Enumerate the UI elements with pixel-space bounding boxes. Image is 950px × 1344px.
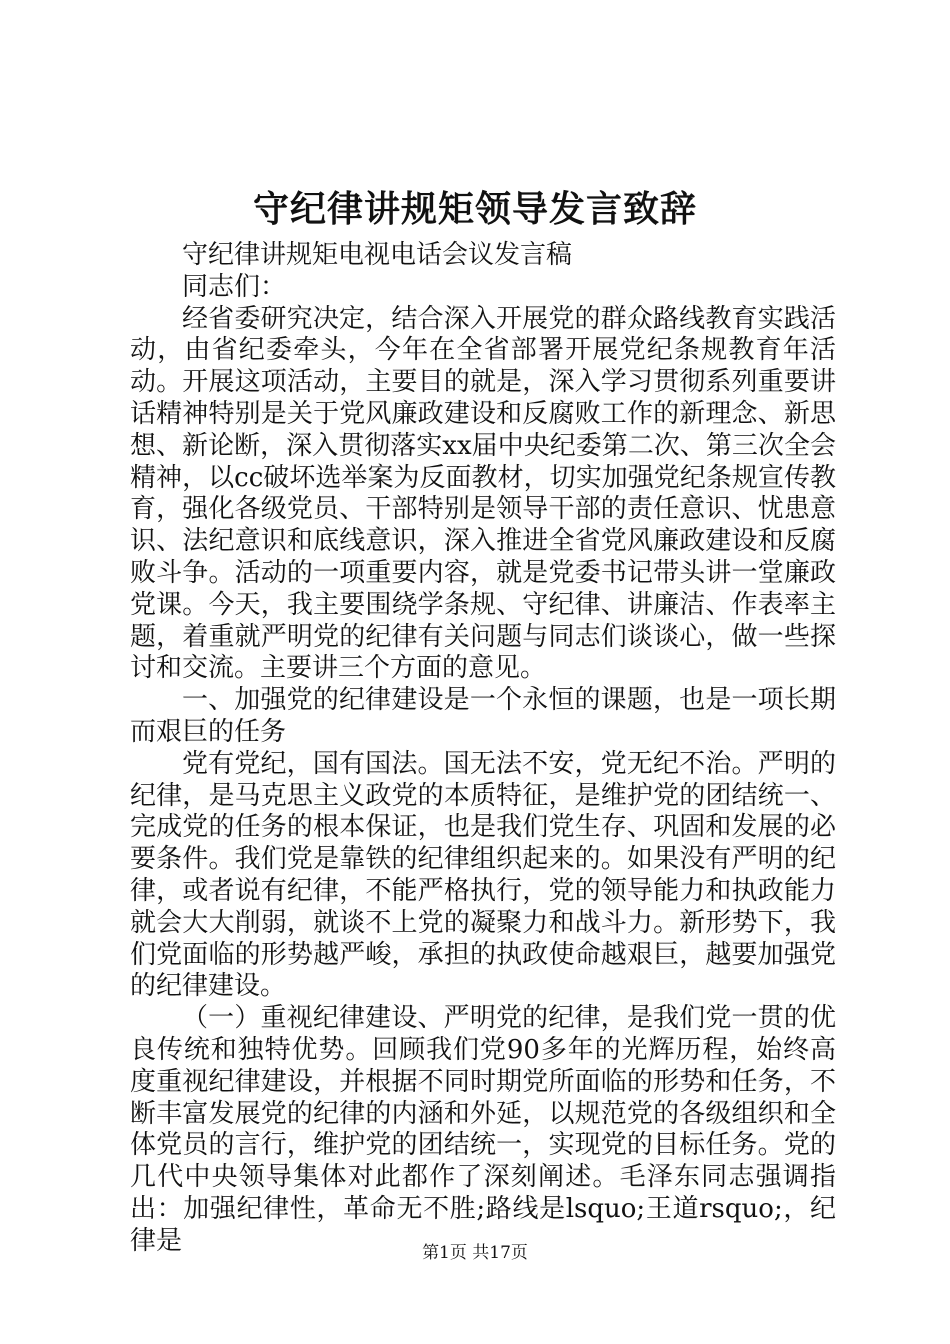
body-paragraph: （一）重视纪律建设、严明党的纪律，是我们党一贯的优良传统和独特优势。回顾我们党90多年的光辉历程，始终高度重视纪律建设，并根据不同时期党所面临的形势和任务，不断丰富发展党的纪律的内涵和外延，以规范党的各级组织和全体党员的言行，维护党的团结统一，实现党的目标任务。党的几代中央领导集体对此都作了深刻阐述。毛泽东同志强调指出：加强纪律性，革命无不胜;路线是lsquo;王道rsquo;，纪律是 <box>130 1003 836 1256</box>
document-body <box>130 240 836 1258</box>
body-paragraph: 经省委研究决定，结合深入开展党的群众路线教育实践活动，由省纪委牵头，今年在全省部署开展党纪条规教育年活动。开展这项活动，主要目的就是，深入学习贯彻系列重要讲话精神特别是关于党风廉政建设和反腐败工作的新理念、新思想、新论断，深入贯彻落实xx届中央纪委第二次、第三次全会精神，以cc破坏选举案为反面教材，切实加强党纪条规宣传教育，强化各级党员、干部特别是领导干部的责任意识、忧患意识、法纪意识和底线意识，深入推进全省党风廉政建设和反腐败斗争。活动的一项重要内容，就是党委书记带头讲一堂廉政党课。今天，我主要围绕学条规、守纪律、讲廉洁、作表率主题，着重就严明党的纪律有关问题与同志们谈谈心，做一些探讨和交流。主要讲三个方面的意见。 <box>130 303 836 684</box>
page-number-footer: 第1页 共17页 <box>422 1243 528 1263</box>
section-heading: 一、加强党的纪律建设是一个永恒的课题，也是一项长期而艰巨的任务 <box>130 685 836 747</box>
salutation-paragraph: 同志们： <box>182 271 287 302</box>
body-paragraph: 党有党纪，国有国法。国无法不安，党无纪不治。严明的纪律，是马克思主义政党的本质特征，是维护党的团结统一、完成党的任务的根本保证，也是我们党生存、巩固和发展的必要条件。我们党是靠铁的纪律组织起来的。如果没有严明的纪律，或者说有纪律，不能严格执行，党的领导能力和执政能力就会大大削弱，就谈不上党的凝聚力和战斗力。新形势下，我们党面临的形势越严峻，承担的执政使命越艰巨，越要加强党的纪律建设。 <box>130 748 836 1002</box>
subtitle-paragraph: 守纪律讲规矩电视电话会议发言稿 <box>182 240 573 270</box>
document-title: 守纪律讲规矩领导发言致辞 <box>252 188 697 230</box>
